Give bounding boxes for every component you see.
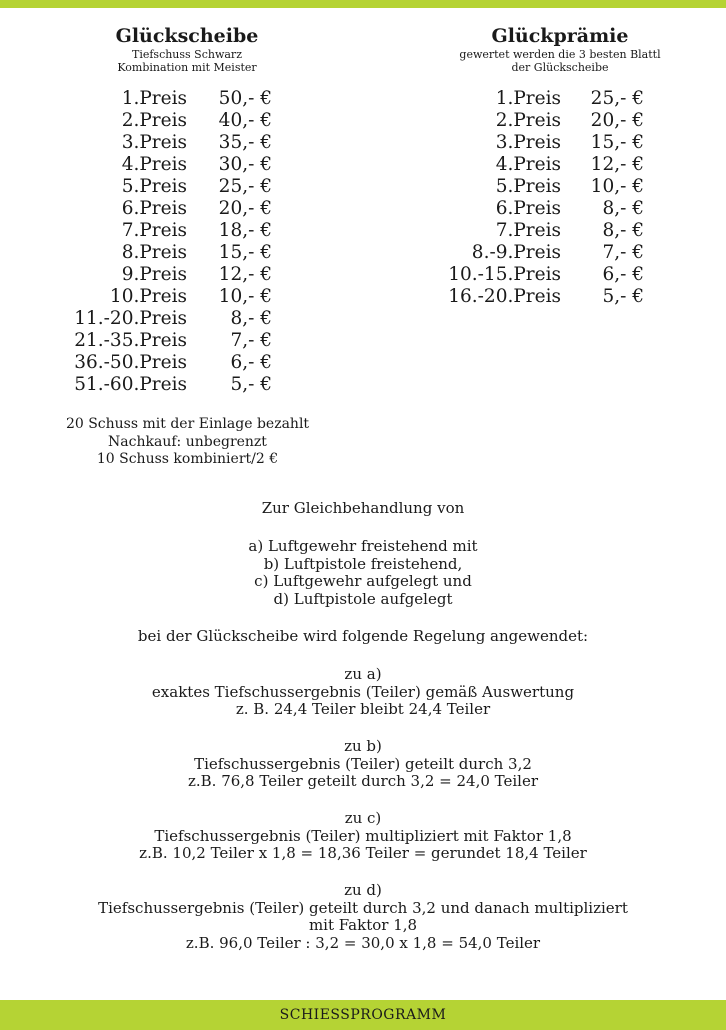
prize-place: 4.Preis bbox=[121, 154, 187, 175]
prize-place: 16.-20.Preis bbox=[448, 286, 561, 307]
prize-place: 7.Preis bbox=[121, 220, 187, 241]
rule-line: Tiefschussergebnis (Teiler) multipliziert mit Faktor 1,8 bbox=[154, 826, 572, 845]
prize-amount: 30,- € bbox=[218, 154, 272, 175]
rule-line: exaktes Tiefschussergebnis (Teiler) gemäß Auswertung bbox=[151, 682, 575, 701]
glueckscheibe-header bbox=[62, 24, 312, 74]
prize-place: 11.-20.Preis bbox=[74, 308, 187, 329]
discipline-line: b) Luftpistole freistehend, bbox=[263, 554, 463, 573]
prize-place: 3.Preis bbox=[495, 132, 561, 153]
rule-line: mit Faktor 1,8 bbox=[308, 916, 418, 934]
prize-place: 8.-9.Preis bbox=[471, 242, 561, 263]
rule-line: Tiefschussergebnis (Teiler) geteilt durch 3,2 und danach multipliziert bbox=[98, 898, 628, 917]
prize-amount: 18,- € bbox=[218, 220, 272, 241]
note-line: 10 Schuss kombiniert/2 € bbox=[96, 451, 279, 467]
prize-row bbox=[380, 88, 650, 110]
intro-paragraph bbox=[60, 500, 666, 518]
footer-label: SCHIESSPROGRAMM bbox=[279, 1007, 447, 1023]
prize-amount: 10,- € bbox=[590, 176, 644, 197]
prize-amount: 7,- € bbox=[602, 242, 644, 263]
prize-amount: 6,- € bbox=[230, 352, 272, 373]
prize-amount: 5,- € bbox=[230, 374, 272, 395]
rule-intro bbox=[60, 628, 666, 646]
prize-place: 2.Preis bbox=[121, 110, 187, 131]
rule-intro-text: bei der Glückscheibe wird folgende Regelung angewendet: bbox=[137, 627, 589, 645]
glueckpraemie-subtitle-1: gewertet werden die 3 besten Blattl bbox=[459, 48, 661, 61]
prize-row bbox=[380, 286, 650, 308]
prize-row bbox=[0, 242, 280, 264]
prize-row bbox=[0, 132, 280, 154]
top-accent-bar bbox=[0, 0, 726, 8]
prize-amount: 12,- € bbox=[590, 154, 644, 175]
glueckscheibe-title: Glückscheibe bbox=[115, 25, 259, 47]
prize-row bbox=[0, 110, 280, 132]
prize-row bbox=[0, 88, 280, 110]
footer-bar bbox=[0, 1000, 726, 1030]
rule-line: z.B. 76,8 Teiler geteilt durch 3,2 = 24,0 Teiler bbox=[187, 772, 539, 790]
rule-line: z. B. 24,4 Teiler bleibt 24,4 Teiler bbox=[235, 700, 491, 718]
prize-amount: 6,- € bbox=[602, 264, 644, 285]
rule-c bbox=[60, 810, 666, 863]
prize-place: 5.Preis bbox=[121, 176, 187, 197]
rule-heading: zu d) bbox=[344, 881, 382, 899]
prize-place: 2.Preis bbox=[495, 110, 561, 131]
discipline-line: d) Luftpistole aufgelegt bbox=[273, 589, 453, 608]
rule-a bbox=[60, 666, 666, 719]
rule-heading: zu b) bbox=[344, 737, 382, 755]
prize-amount: 8,- € bbox=[602, 198, 644, 219]
prize-row bbox=[0, 352, 280, 374]
prize-amount: 15,- € bbox=[218, 242, 272, 263]
prize-row bbox=[380, 264, 650, 286]
prize-place: 4.Preis bbox=[495, 154, 561, 175]
prize-place: 6.Preis bbox=[121, 198, 187, 219]
prize-row bbox=[0, 264, 280, 286]
note-line: Nachkauf: unbegrenzt bbox=[108, 433, 267, 450]
intro-text: Zur Gleichbehandlung von bbox=[261, 499, 465, 517]
prize-amount: 8,- € bbox=[230, 308, 272, 329]
prize-amount: 35,- € bbox=[218, 132, 272, 153]
prize-amount: 25,- € bbox=[218, 176, 272, 197]
prize-amount: 12,- € bbox=[218, 264, 272, 285]
prize-place: 1.Preis bbox=[121, 88, 187, 109]
glueckpraemie-prize-list bbox=[380, 88, 650, 308]
prize-row bbox=[380, 154, 650, 176]
rule-line: Tiefschussergebnis (Teiler) geteilt durch 3,2 bbox=[194, 754, 532, 773]
prize-row bbox=[380, 220, 650, 242]
prize-row bbox=[380, 176, 650, 198]
prize-row bbox=[0, 154, 280, 176]
prize-row bbox=[0, 308, 280, 330]
prize-place: 9.Preis bbox=[121, 264, 187, 285]
prize-place: 10.Preis bbox=[109, 286, 187, 307]
prize-row bbox=[0, 330, 280, 352]
glueckscheibe-subtitle-2: Kombination mit Meister bbox=[117, 61, 257, 74]
prize-amount: 8,- € bbox=[602, 220, 644, 241]
prize-row bbox=[380, 242, 650, 264]
glueckpraemie-header bbox=[440, 24, 680, 74]
prize-amount: 5,- € bbox=[602, 286, 644, 307]
glueckscheibe-notes bbox=[40, 416, 335, 469]
glueckpraemie-subtitle-2: der Glückscheibe bbox=[511, 61, 609, 74]
glueckscheibe-subtitle-1: Tiefschuss Schwarz bbox=[131, 48, 242, 61]
prize-place: 10.-15.Preis bbox=[448, 264, 561, 285]
rule-heading: zu c) bbox=[344, 809, 382, 827]
prize-place: 51.-60.Preis bbox=[74, 374, 187, 395]
prize-place: 6.Preis bbox=[495, 198, 561, 219]
prize-row bbox=[0, 176, 280, 198]
prize-amount: 7,- € bbox=[230, 330, 272, 351]
prize-amount: 20,- € bbox=[218, 198, 272, 219]
prize-place: 1.Preis bbox=[495, 88, 561, 109]
discipline-line: c) Luftgewehr aufgelegt und bbox=[254, 572, 472, 590]
prize-place: 36.-50.Preis bbox=[74, 352, 187, 373]
prize-amount: 10,- € bbox=[218, 286, 272, 307]
glueckpraemie-title: Glückprämie bbox=[491, 25, 629, 47]
prize-row bbox=[0, 374, 280, 396]
rule-heading: zu a) bbox=[344, 665, 382, 683]
rule-b bbox=[60, 738, 666, 791]
prize-row bbox=[0, 220, 280, 242]
prize-place: 3.Preis bbox=[121, 132, 187, 153]
prize-amount: 40,- € bbox=[218, 110, 272, 131]
prize-row bbox=[0, 198, 280, 220]
prize-row bbox=[380, 198, 650, 220]
prize-row bbox=[380, 132, 650, 154]
prize-amount: 50,- € bbox=[218, 88, 272, 109]
prize-place: 8.Preis bbox=[121, 242, 187, 263]
prize-amount: 15,- € bbox=[590, 132, 644, 153]
prize-row bbox=[380, 110, 650, 132]
discipline-line: a) Luftgewehr freistehend mit bbox=[248, 537, 478, 555]
prize-place: 5.Preis bbox=[495, 176, 561, 197]
rule-d bbox=[60, 882, 666, 952]
disciplines-list bbox=[60, 538, 666, 608]
rule-line: z.B. 96,0 Teiler : 3,2 = 30,0 x 1,8 = 54,0 Teiler bbox=[185, 933, 541, 952]
rule-line: z.B. 10,2 Teiler x 1,8 = 18,36 Teiler = gerundet 18,4 Teiler bbox=[139, 844, 587, 862]
prize-row bbox=[0, 286, 280, 308]
prize-amount: 25,- € bbox=[590, 88, 644, 109]
glueckscheibe-prize-list bbox=[0, 88, 280, 396]
note-line: 20 Schuss mit der Einlage bezahlt bbox=[65, 416, 310, 432]
prize-place: 7.Preis bbox=[495, 220, 561, 241]
prize-amount: 20,- € bbox=[590, 110, 644, 131]
prize-place: 21.-35.Preis bbox=[74, 330, 187, 351]
